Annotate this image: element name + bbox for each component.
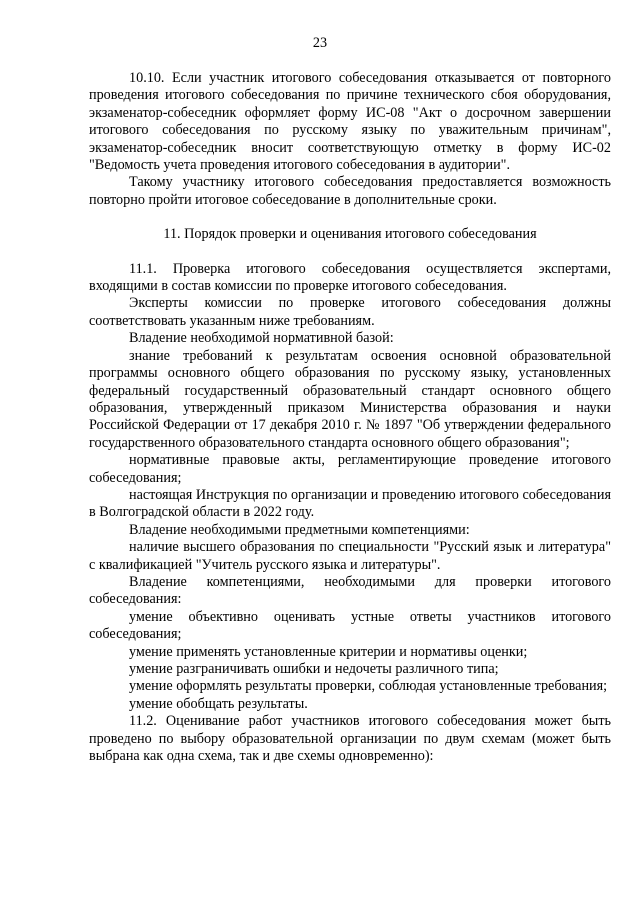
paragraph-experts-requirements: Эксперты комиссии по проверке итогового собеседования должны соответствовать указанным ниже требованиям. bbox=[89, 295, 611, 329]
spacer bbox=[89, 209, 611, 226]
paragraph-normative-base: Владение необходимой нормативной базой: bbox=[129, 330, 394, 347]
paragraph-additional-dates: Такому участнику итогового собеседования предоставляется возможность повторно пройти итоговое собеседование в дополнительные сроки. bbox=[89, 174, 611, 208]
paragraph-instruction: настоящая Инструкция по организации и проведению итогового собеседования в Волгоградской области в 2022 году. bbox=[89, 486, 611, 521]
paragraph-skill-evaluate: умение объективно оценивать устные ответы участников итогового собеседования; bbox=[89, 608, 611, 643]
paragraph-higher-education: наличие высшего образования по специальности "Русский язык и литература" с квалификацией "Учитель русского языка и литературы". bbox=[89, 539, 611, 573]
paragraph-skill-errors: умение разграничивать ошибки и недочеты различного типа; bbox=[129, 661, 499, 677]
paragraph-11-1: 11.1. Проверка итогового собеседования осуществляется экспертами, входящими в состав комиссии по проверке итогового собеседования. bbox=[89, 260, 611, 295]
page-number: 23 bbox=[312, 35, 328, 51]
paragraph-11-2: 11.2. Оценивание работ участников итогового собеседования может быть проведено по выбору образовательной организации по двум схемам (может быть выбрана как одна схема, так и две схемы одновременно): bbox=[89, 713, 611, 765]
paragraph-skill-summarize: умение обобщать результаты. bbox=[129, 695, 308, 712]
paragraph-skill-format: умение оформлять результаты проверки, соблюдая установленные требования; bbox=[129, 678, 608, 695]
paragraph-fgos-knowledge: знание требований к результатам освоения основной образовательной программы основного общего образования по русскому языку, установленных федеральный государственный образовательный стандарт основного общего образования, утвержденный приказом Министерства образования и науки Российской Федерации от 17 декабря 2010 г. № 1897 "Об утверждении федерального государственного образовательного стандарта основного общего образования"; bbox=[89, 347, 611, 451]
paragraph-skill-criteria: умение применять установленные критерии и нормативы оценки; bbox=[129, 643, 528, 660]
paragraph-checking-competencies: Владение компетенциями, необходимыми для проверки итогового собеседования: bbox=[89, 573, 611, 608]
spacer bbox=[89, 244, 611, 261]
paragraph-subject-competencies: Владение необходимыми предметными компетенциями: bbox=[129, 521, 470, 538]
section-11-heading: 11. Порядок проверки и оценивания итогового собеседования bbox=[163, 226, 537, 243]
document-body bbox=[89, 70, 611, 765]
paragraph-legal-acts: нормативные правовые акты, регламентирующие проведение итогового собеседования; bbox=[89, 452, 611, 486]
paragraph-10-10: 10.10. Если участник итогового собеседования отказывается от повторного проведения итогового собеседования по причине технического сбоя оборудования, экзаменатор-собеседник оформляет форму ИС-08 "Акт о досрочном завершении итогового собеседования по русскому языку по уважительным причинам", экзаменатор-собеседник вносит соответствующую отметку в форму ИС-02 "Ведомость учета проведения итогового собеседования в аудитории". bbox=[89, 70, 611, 174]
